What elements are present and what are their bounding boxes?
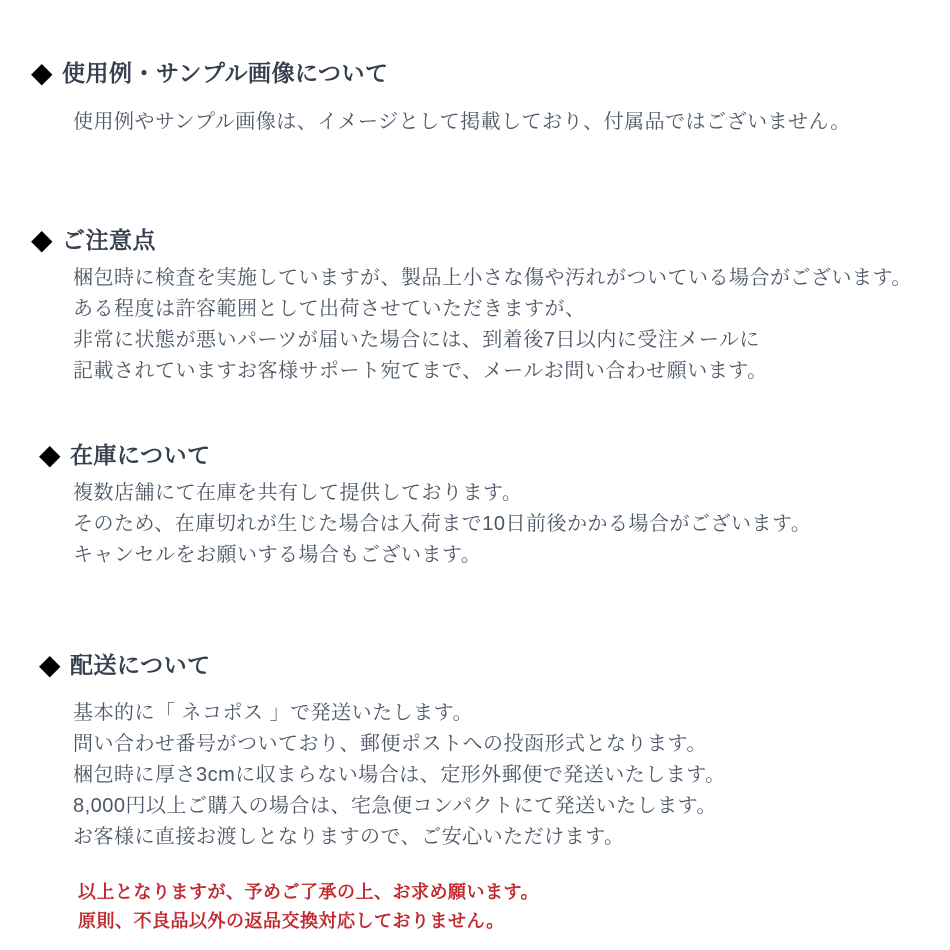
body-line: 記載されていますお客様サポート宛てまで、メールお問い合わせ願います。 xyxy=(73,360,768,382)
body-line: 基本的に「 ネコポス 」で発送いたします。 xyxy=(73,702,474,724)
section-cautions xyxy=(0,224,950,387)
body-line: キャンセルをお願いする場合もございます。 xyxy=(73,544,482,566)
footer-warning-notice xyxy=(0,878,950,936)
section-stock xyxy=(0,439,950,571)
section-body-stock xyxy=(0,478,950,571)
section-heading-sample-images xyxy=(0,57,950,89)
section-title: 使用例・サンプル画像について xyxy=(62,60,389,86)
body-line: 8,000円以上ご購入の場合は、宅急便コンパクトにて発送いたします。 xyxy=(73,795,718,817)
body-line: そのため、在庫切れが生じた場合は入荷まで10日前後かかる場合がございます。 xyxy=(73,513,812,535)
section-heading-shipping xyxy=(0,649,950,681)
diamond-bullet-icon: ◆ xyxy=(31,57,54,88)
section-title: 配送について xyxy=(70,652,211,678)
section-title: ご注意点 xyxy=(62,227,157,253)
section-heading-stock xyxy=(0,439,950,471)
warning-line: 原則、不良品以外の返品交換対応しておりません。 xyxy=(78,911,505,931)
section-body-cautions xyxy=(0,263,950,387)
section-title: 在庫について xyxy=(70,442,211,468)
section-body-sample-images xyxy=(0,107,950,138)
diamond-bullet-icon: ◆ xyxy=(39,649,62,680)
body-line: 問い合わせ番号がついており、郵便ポストへの投函形式となります。 xyxy=(73,733,707,755)
diamond-bullet-icon: ◆ xyxy=(31,224,54,255)
body-line: 使用例やサンプル画像は、イメージとして掲載しており、付属品ではございません。 xyxy=(73,111,851,133)
body-line: 非常に状態が悪いパーツが届いた場合には、到着後7日以内に受注メールに xyxy=(73,329,760,351)
section-body-shipping xyxy=(0,698,950,853)
warning-line: 以上となりますが、予めご了承の上、お求め願います。 xyxy=(78,882,540,902)
body-line: ある程度は許容範囲として出荷させていただきますが、 xyxy=(73,298,586,320)
section-sample-images xyxy=(0,57,950,138)
body-line: お客様に直接お渡しとなりますので、ご安心いただけます。 xyxy=(73,826,625,848)
diamond-bullet-icon: ◆ xyxy=(39,439,62,470)
body-line: 複数店舗にて在庫を共有して提供しております。 xyxy=(73,482,523,504)
section-shipping xyxy=(0,649,950,853)
body-line: 梱包時に厚さ3cmに収まらない場合は、定形外郵便で発送いたします。 xyxy=(73,764,726,786)
section-heading-cautions xyxy=(0,224,950,256)
body-line: 梱包時に検査を実施していますが、製品上小さな傷や汚れがついている場合がございます。 xyxy=(73,267,912,289)
